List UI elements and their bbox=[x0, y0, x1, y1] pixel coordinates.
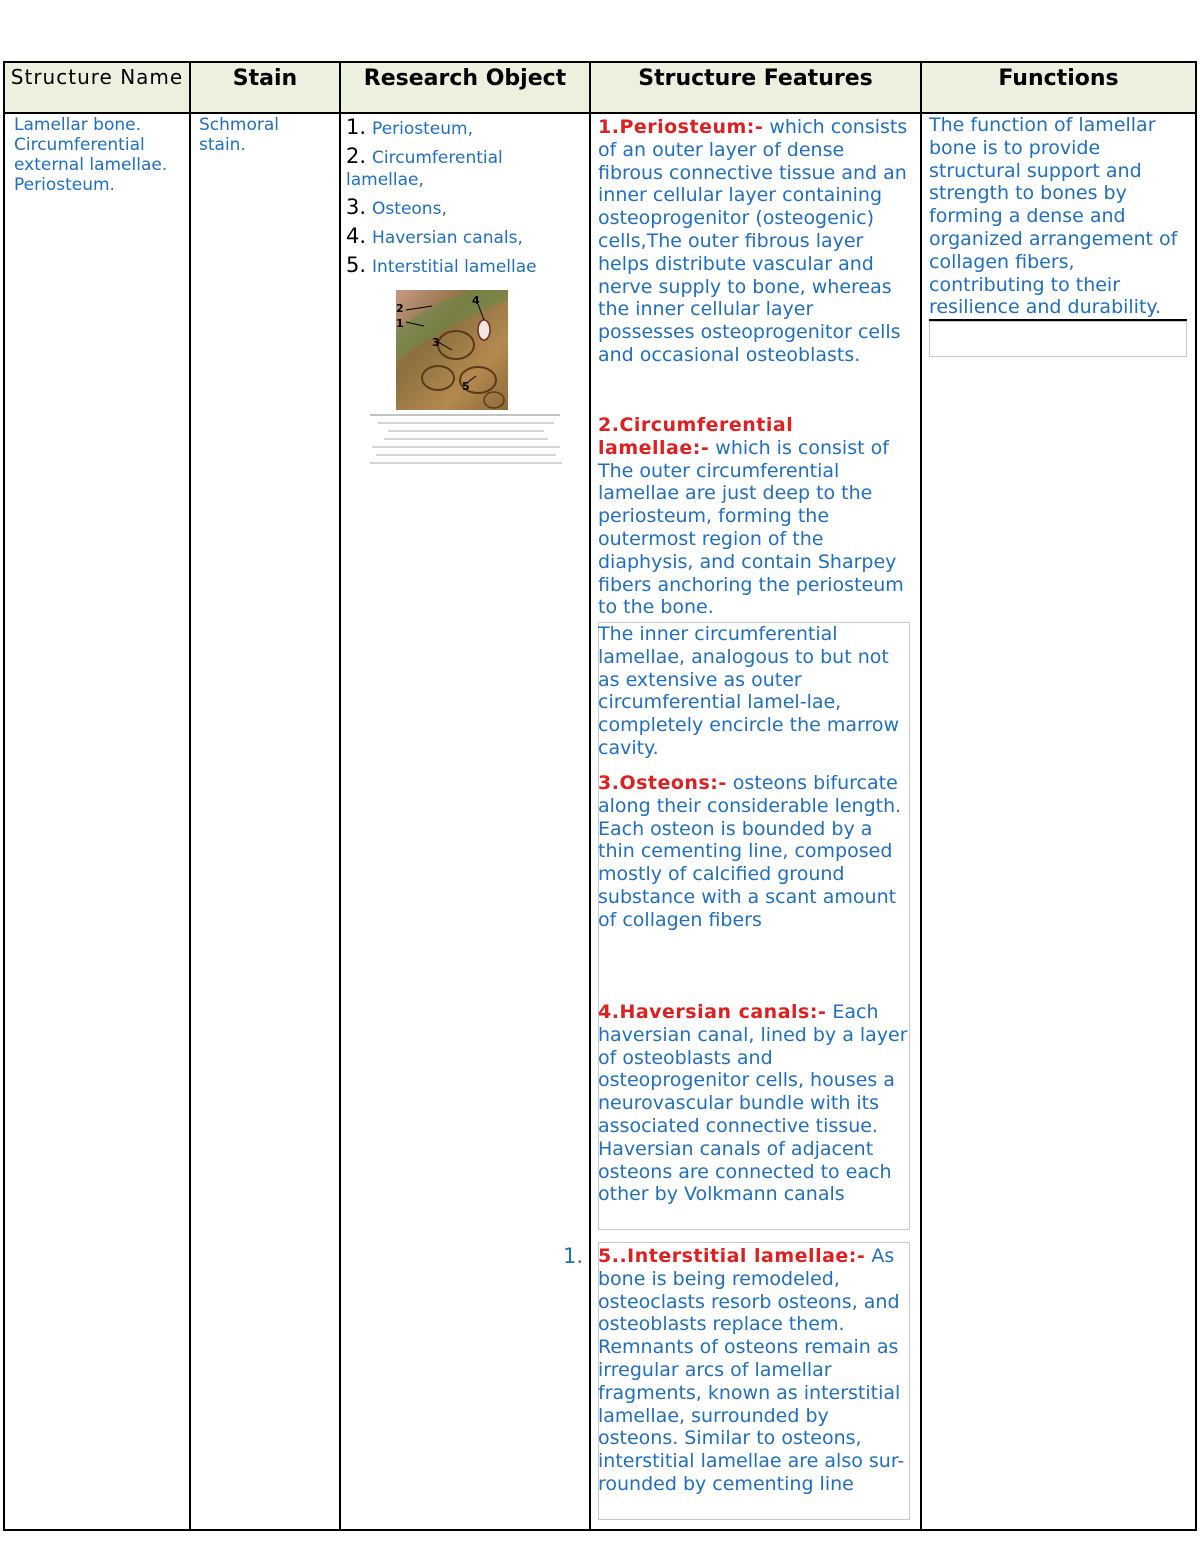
list-number: 4. bbox=[346, 224, 367, 248]
feature-text: osteons bifurcate along their considerable length. Each osteon is bounded by a thin cementing line, composed mostly of calcified ground substance with a scant amount of collagen fibers bbox=[598, 772, 902, 931]
column-divider bbox=[920, 63, 922, 1529]
feature-circumferential bbox=[598, 414, 910, 619]
figure-label: 3 bbox=[432, 336, 440, 349]
feature-periosteum bbox=[598, 116, 910, 367]
list-label: Periosteum, bbox=[372, 119, 473, 139]
feature-haversian bbox=[598, 1001, 910, 1206]
bone-micrograph bbox=[366, 290, 566, 480]
list-item bbox=[346, 196, 576, 220]
interstitial-marker: 1. bbox=[563, 1244, 584, 1268]
header-stain: Stain bbox=[191, 63, 339, 113]
list-number: 3. bbox=[346, 195, 367, 219]
list-number: 1. bbox=[346, 115, 367, 139]
feature-text: which is consist of The outer circumferential lamellae are just deep to the periosteum, forming the outermost region of the diaphysis, and contain Sharpey fibers anchoring the periosteum to the bone. bbox=[598, 436, 904, 619]
structure-name-line: Periosteum. bbox=[14, 175, 115, 195]
column-divider bbox=[189, 63, 191, 1529]
feature-inner-circumferential-text: The inner circumferential lamellae, analogous to but not as extensive as outer circumferential lamel-lae, completely encircle the marrow cavity. bbox=[598, 623, 900, 759]
feature-heading: 2.Circumferential lamellae:- bbox=[598, 414, 794, 459]
structure-name-cell bbox=[14, 115, 186, 195]
list-label: Osteons, bbox=[372, 199, 447, 219]
header-research-object: Research Object bbox=[341, 63, 589, 113]
feature-osteons bbox=[598, 772, 910, 932]
feature-interstitial bbox=[598, 1245, 910, 1496]
list-number: 2. bbox=[346, 144, 367, 168]
list-number: 5. bbox=[346, 253, 367, 277]
stain-cell: Schmoral stain. bbox=[199, 115, 280, 155]
list-item bbox=[346, 145, 576, 191]
research-object-list bbox=[346, 116, 576, 283]
column-divider bbox=[589, 63, 591, 1529]
figure-label: 1 bbox=[396, 317, 404, 330]
feature-text: Each haversian canal, lined by a layer of osteoblasts and osteoprogenitor cells, houses a neurovascular bundle with its associated connective tissue. Haversian canals of adjacent osteons are connected to each other by Volkmann canals bbox=[598, 1001, 908, 1206]
functions-empty-box bbox=[929, 321, 1187, 357]
feature-heading: 5..Interstitial lamellae:- bbox=[598, 1245, 866, 1267]
list-label: Circumferential lamellae, bbox=[346, 148, 503, 190]
list-label: Interstitial lamellae bbox=[372, 257, 537, 277]
list-item bbox=[346, 254, 576, 278]
list-item bbox=[346, 225, 576, 249]
header-structure-name: Structure Name bbox=[5, 63, 189, 113]
column-divider bbox=[339, 63, 341, 1529]
figure-label: 4 bbox=[472, 294, 480, 307]
feature-heading: 1.Periosteum:- bbox=[598, 116, 764, 138]
structure-name-line: Lamellar bone. bbox=[14, 115, 141, 135]
functions-cell: The function of lamellar bone is to provide structural support and strength to bones by forming a dense and organized arrangement of collagen fibers, contributing to their resilience and durability. bbox=[929, 114, 1178, 319]
feature-heading: 3.Osteons:- bbox=[598, 772, 727, 794]
header-functions: Functions bbox=[922, 63, 1195, 113]
figure-label: 2 bbox=[396, 302, 404, 315]
header-structure-features: Structure Features bbox=[591, 63, 920, 113]
list-item bbox=[346, 116, 576, 140]
structure-name-line: external lamellae. bbox=[14, 155, 168, 175]
histology-figure bbox=[366, 290, 566, 480]
feature-text: As bone is being remodeled, osteoclasts resorb osteons, and osteoblasts replace them. Remnants of osteons remain as irregular arcs of lamellar fragments, known as interstitial lamellae, surrounded by osteons. Similar to osteons, interstitial lamellae are also sur-rounded by cementing line bbox=[598, 1245, 905, 1495]
feature-text: which consists of an outer layer of dense fibrous connective tissue and an inner cellular layer containing osteoprogenitor (osteogenic) cells,The outer fibrous layer helps distribute vascular and nerve supply to bone, whereas the inner cellular layer possesses osteoprogenitor cells and occasional osteoblasts. bbox=[598, 116, 908, 366]
structure-name-line: Circumferential bbox=[14, 135, 145, 155]
figure-label: 5 bbox=[462, 380, 470, 393]
list-label: Haversian canals, bbox=[372, 228, 523, 248]
feature-heading: 4.Haversian canals:- bbox=[598, 1001, 827, 1023]
